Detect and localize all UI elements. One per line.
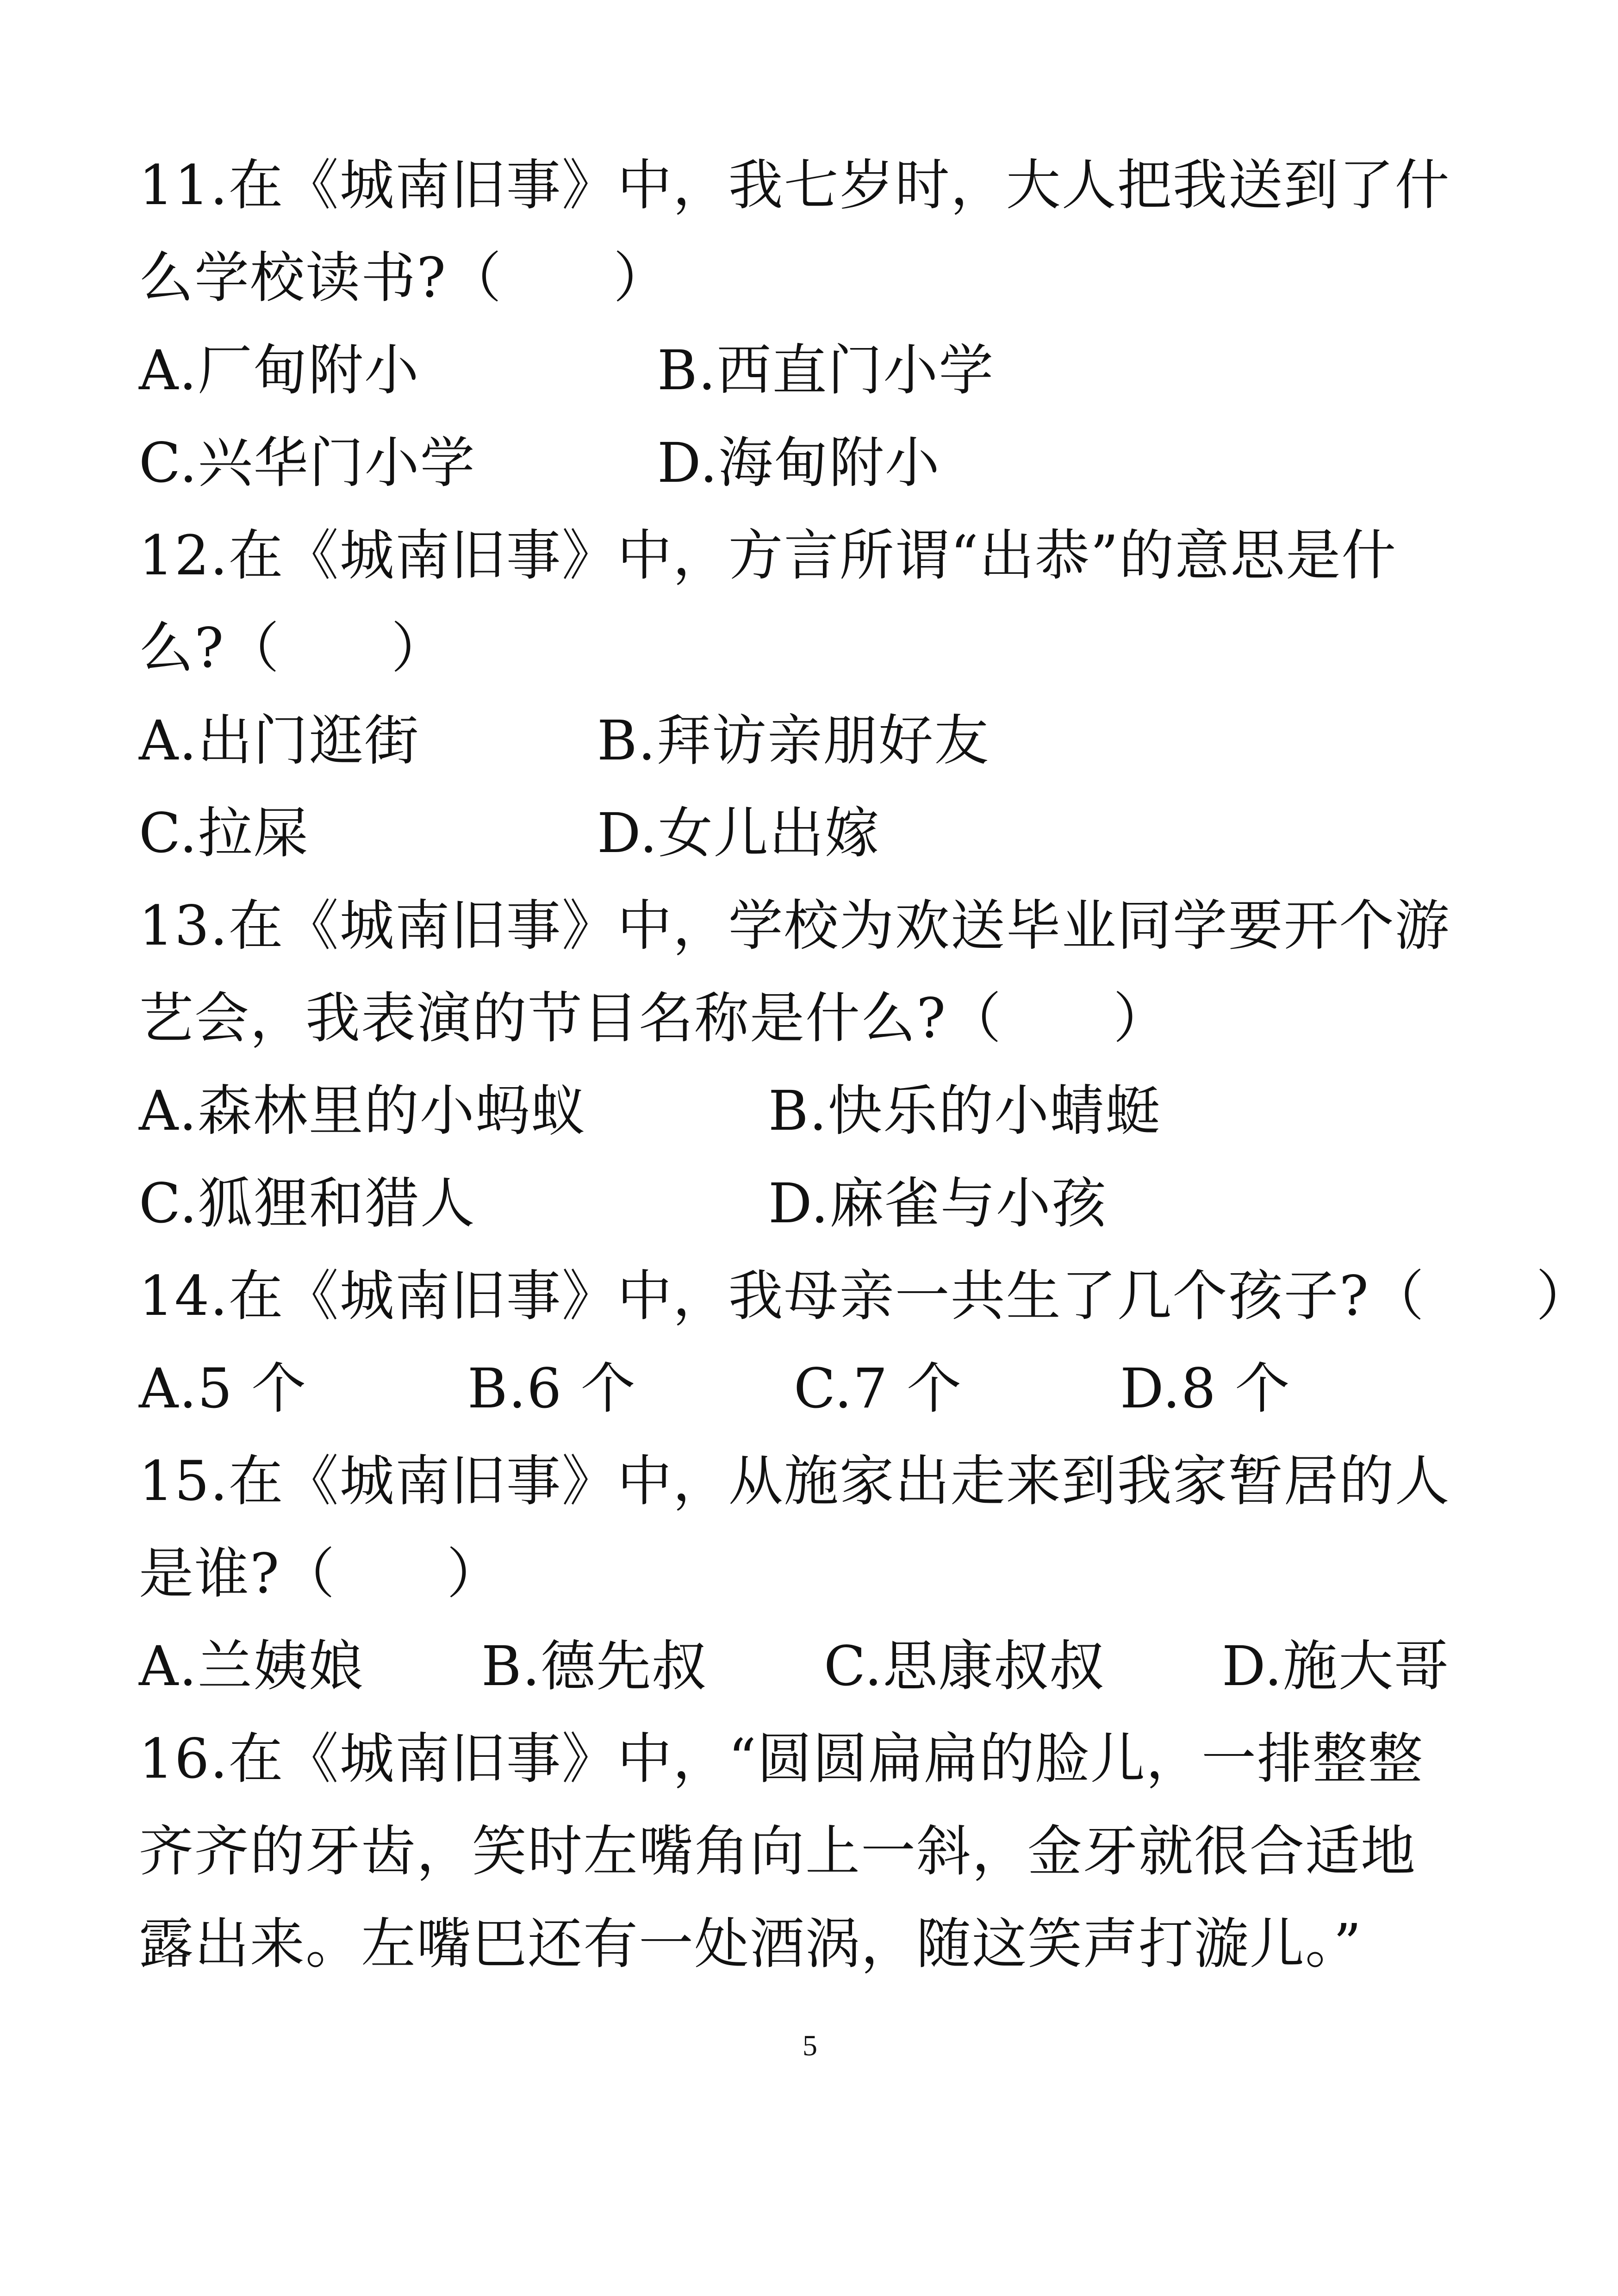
- question-12-stem-line-1: 12.在《城南旧事》中，方言所谓“出恭”的意思是什: [139, 523, 1397, 587]
- question-14-option-b: B.6 个: [467, 1356, 636, 1420]
- question-11-option-c: C.兴华门小学: [139, 431, 476, 495]
- question-13-option-d: D.麻雀与小孩: [768, 1171, 1107, 1235]
- question-15-option-a: A.兰姨娘: [139, 1634, 364, 1698]
- question-16-stem-line-1: 16.在《城南旧事》中，“圆圆扁扁的脸儿，一排整整: [139, 1727, 1424, 1791]
- question-11-stem-line-1: 11.在《城南旧事》中，我七岁时，大人把我送到了什: [139, 153, 1450, 217]
- question-11-option-a: A.厂甸附小: [139, 338, 420, 402]
- question-11-option-b: B.西直门小学: [657, 338, 995, 402]
- question-13-option-a: A.森林里的小蚂蚁: [139, 1079, 586, 1143]
- question-12-option-b: B.拜访亲朋好友: [597, 709, 990, 772]
- question-14-option-a: A.5 个: [139, 1356, 307, 1420]
- question-15-option-d: D.施大哥: [1222, 1634, 1450, 1698]
- question-12-option-c: C.拉屎: [139, 801, 309, 865]
- question-14-option-d: D.8 个: [1120, 1356, 1291, 1420]
- question-14-option-c: C.7 个: [794, 1356, 963, 1420]
- question-15-stem-line-2: 是谁?（ ）: [139, 1542, 503, 1605]
- question-16-stem-line-2: 齐齐的牙齿，笑时左嘴角向上一斜，金牙就很合适地: [139, 1819, 1417, 1883]
- question-14-stem-line-1: 14.在《城南旧事》中，我母亲一共生了几个孩子?（ ）: [139, 1264, 1592, 1328]
- question-13-stem-line-1: 13.在《城南旧事》中，学校为欢送毕业同学要开个游: [139, 894, 1450, 958]
- question-15-option-c: C.思康叔叔: [824, 1634, 1105, 1698]
- question-11-option-d: D.海甸附小: [657, 431, 940, 495]
- question-13-option-c: C.狐狸和猎人: [139, 1171, 476, 1235]
- question-12-option-a: A.出门逛街: [139, 709, 420, 772]
- question-13-option-b: B.快乐的小蜻蜓: [768, 1079, 1161, 1143]
- question-12-stem-line-2: 么?（ ）: [139, 616, 447, 680]
- question-11-stem-line-2: 么学校读书?（ ）: [139, 246, 669, 310]
- question-15-option-b: B.德先叔: [481, 1634, 708, 1698]
- question-16-stem-line-3: 露出来。左嘴巴还有一处酒涡，随这笑声打漩儿。”: [139, 1912, 1363, 1976]
- question-12-option-d: D.女儿出嫁: [597, 801, 880, 865]
- page-number: 5: [803, 2029, 817, 2062]
- question-13-stem-line-2: 艺会，我表演的节目名称是什么?（ ）: [139, 986, 1169, 1050]
- question-15-stem-line-1: 15.在《城南旧事》中，从施家出走来到我家暂居的人: [139, 1449, 1450, 1513]
